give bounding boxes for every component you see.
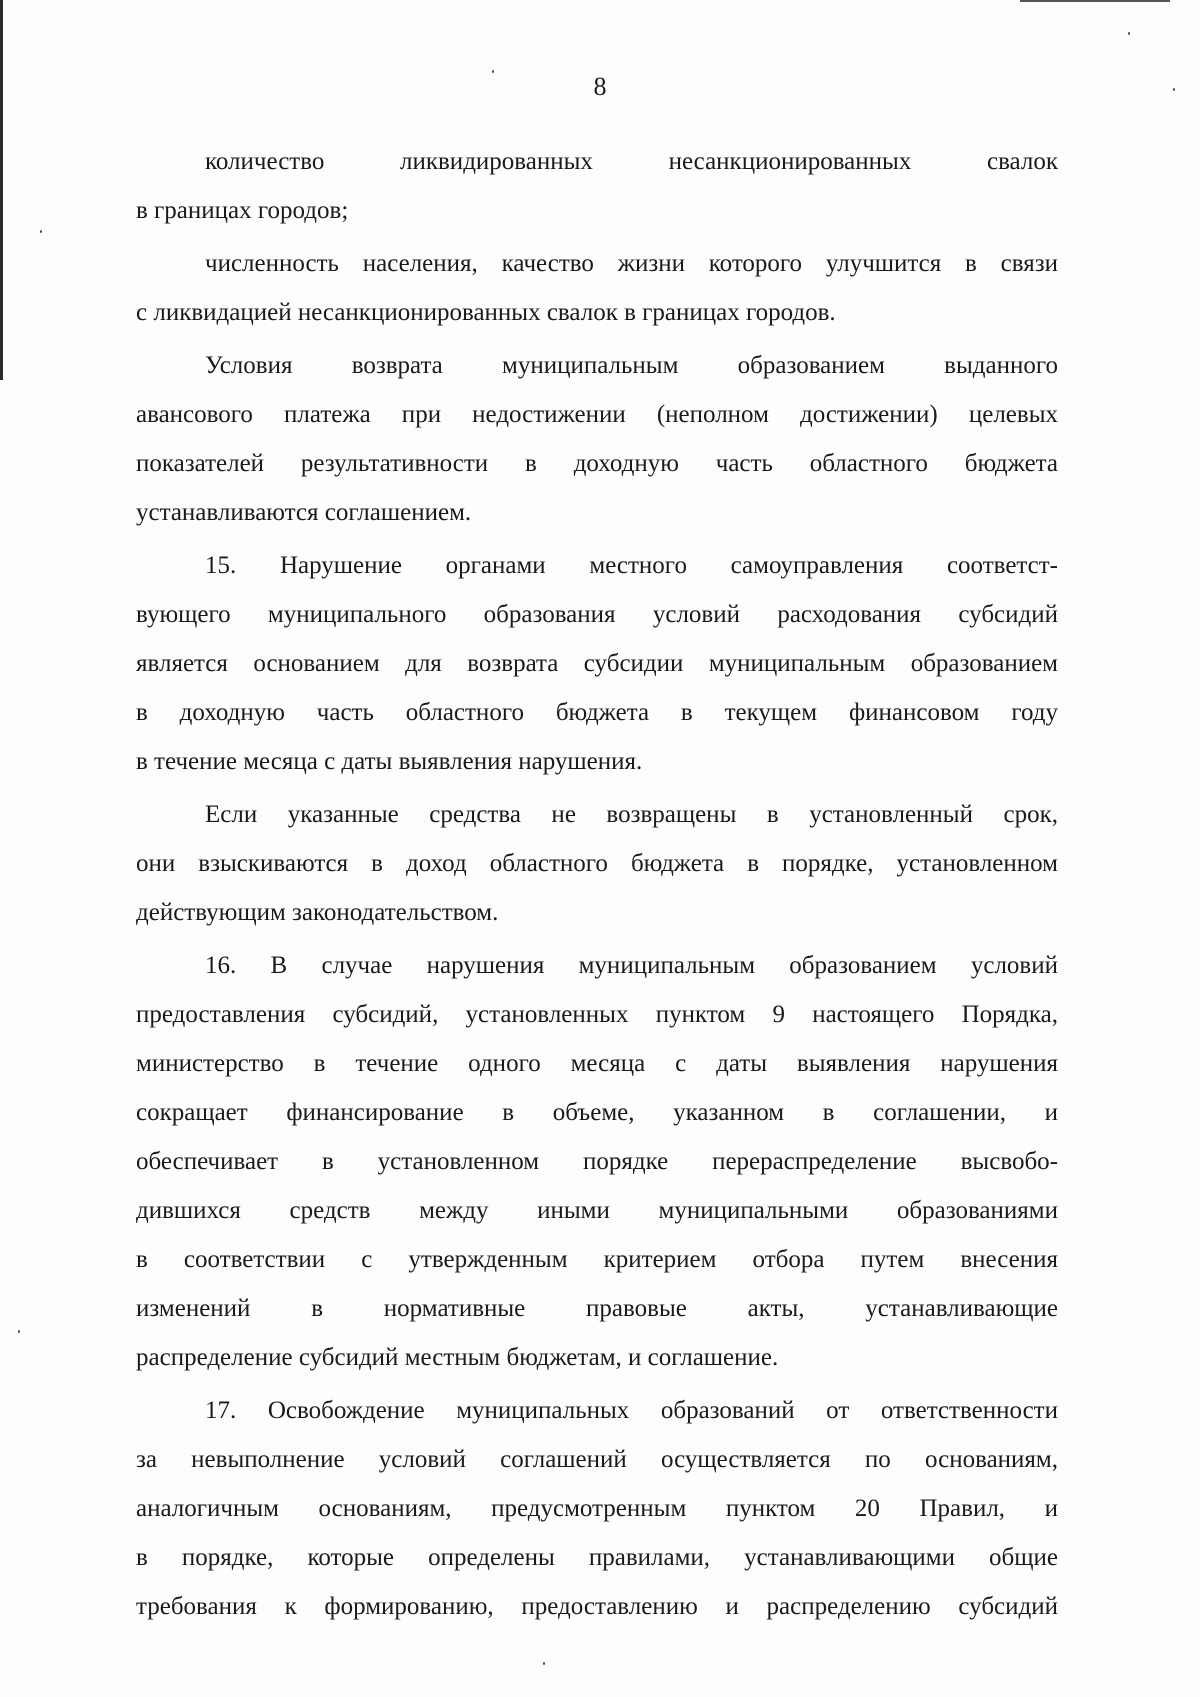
text-line: численность населения, качество жизни которого улучшится в связи	[205, 250, 1058, 277]
scan-speck	[18, 1330, 20, 1333]
text-line: в течение месяца с даты выявления нарушения.	[136, 748, 643, 775]
text-line: они взыскиваются в доход областного бюджета в порядке, установленном	[136, 850, 1058, 877]
text-line: в границах городов;	[136, 197, 349, 224]
paragraph	[136, 341, 1058, 537]
text-line: министерство в течение одного месяца с даты выявления нарушения	[136, 1050, 1058, 1077]
paragraph	[136, 541, 1058, 786]
text-line: изменений в нормативные правовые акты, устанавливающие	[136, 1295, 1058, 1322]
text-line: предоставления субсидий, установленных пунктом 9 настоящего Порядка,	[136, 1001, 1058, 1028]
scan-edge-top	[1020, 0, 1170, 2]
paragraph	[136, 239, 1058, 337]
paragraph	[136, 1386, 1058, 1631]
text-line: Условия возврата муниципальным образованием выданного	[205, 352, 1058, 379]
text-line: требования к формированию, предоставлению и распределению субсидий	[136, 1593, 1058, 1620]
text-line: аналогичным основаниям, предусмотренным пунктом 20 Правил, и	[136, 1495, 1058, 1522]
text-line: авансового платежа при недостижении (неполном достижении) целевых	[136, 401, 1058, 428]
text-line: сокращает финансирование в объеме, указанном в соглашении, и	[136, 1099, 1058, 1126]
text-line: количество ликвидированных несанкционированных свалок	[205, 148, 1058, 175]
text-line: с ликвидацией несанкционированных свалок в границах городов.	[136, 299, 836, 326]
text-line: устанавливаются соглашением.	[136, 499, 472, 526]
text-line: является основанием для возврата субсидии муниципальным образованием	[136, 650, 1058, 677]
text-line: дившихся средств между иными муниципальными образованиями	[136, 1197, 1058, 1224]
document-body	[136, 137, 1058, 1631]
scan-speck	[543, 1662, 545, 1665]
scan-speck	[40, 230, 42, 233]
paragraph	[136, 790, 1058, 937]
page-number: 8	[593, 72, 607, 101]
text-line: показателей результативности в доходную часть областного бюджета	[136, 450, 1058, 477]
scan-speck	[1128, 32, 1130, 35]
text-line: Если указанные средства не возвращены в установленный срок,	[205, 801, 1058, 828]
text-line: 16. В случае нарушения муниципальным образованием условий	[205, 952, 1058, 979]
text-line: распределение субсидий местным бюджетам, и соглашение.	[136, 1344, 779, 1371]
text-line: в доходную часть областного бюджета в текущем финансовом году	[136, 699, 1058, 726]
text-line: за невыполнение условий соглашений осуществляется по основаниям,	[136, 1446, 1058, 1473]
text-line: 17. Освобождение муниципальных образований от ответственности	[205, 1397, 1058, 1424]
text-line: обеспечивает в установленном порядке перераспределение высвобо-	[136, 1148, 1058, 1175]
paragraph	[136, 941, 1058, 1382]
paragraph	[136, 137, 1058, 235]
text-line: 15. Нарушение органами местного самоуправления соответст-	[205, 552, 1058, 579]
scan-edge-left	[0, 0, 3, 380]
text-line: в соответствии с утвержденным критерием отбора путем внесения	[136, 1246, 1058, 1273]
text-line: вующего муниципального образования условий расходования субсидий	[136, 601, 1058, 628]
text-line: действующим законодательством.	[136, 899, 499, 926]
text-line: в порядке, которые определены правилами, устанавливающими общие	[136, 1544, 1058, 1571]
